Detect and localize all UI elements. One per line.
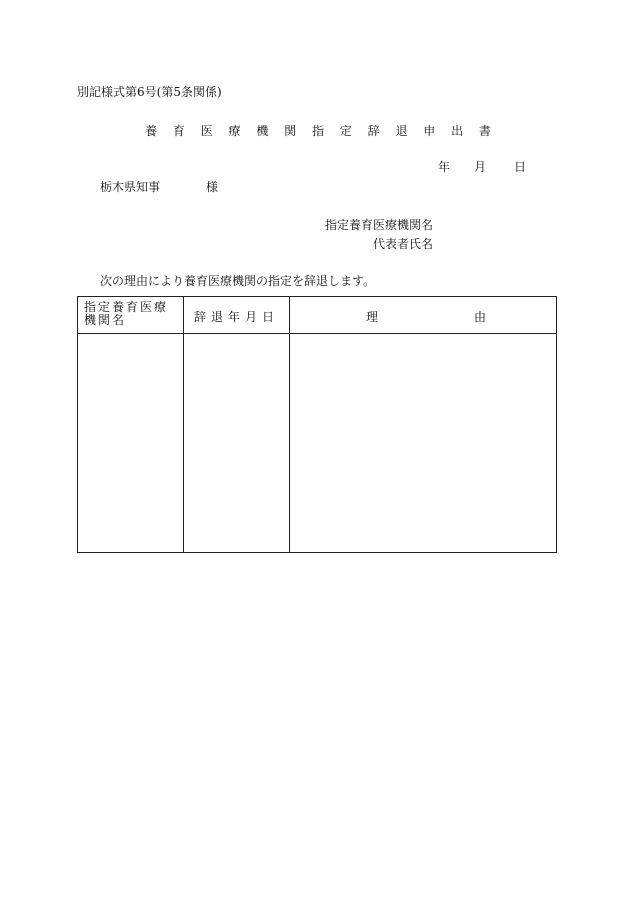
table-header-row xyxy=(78,297,557,334)
addressee xyxy=(100,180,218,194)
addressee-honorific: 様 xyxy=(206,180,219,194)
header-reason xyxy=(290,297,557,334)
cell-institution[interactable] xyxy=(78,334,184,553)
document-title: 養 育 医 療 機 関 指 定 辞 退 申 出 書 xyxy=(145,124,497,138)
institution-name-label: 指定養育医療機関名 xyxy=(325,218,434,232)
date-line xyxy=(438,160,526,174)
date-year-label: 年 xyxy=(437,160,450,174)
header-withdrawal-date: 辞退年月日 xyxy=(184,297,290,334)
cell-reason[interactable] xyxy=(290,334,557,553)
form-number: 別記様式第6号(第5条関係) xyxy=(77,85,222,99)
cell-withdrawal-date[interactable] xyxy=(184,334,290,553)
withdrawal-table xyxy=(77,296,557,553)
statement-text: 次の理由により養育医療機関の指定を辞退します。 xyxy=(100,274,376,288)
table-row xyxy=(78,334,557,553)
header-institution: 指定養育医療機関名 xyxy=(78,297,184,334)
date-month-label: 月 xyxy=(473,160,486,174)
header-reason-left: 理 xyxy=(366,310,379,324)
addressee-name: 栃木県知事 xyxy=(100,180,161,194)
header-reason-right: 由 xyxy=(473,310,486,324)
date-day-label: 日 xyxy=(513,160,526,174)
representative-name-label: 代表者氏名 xyxy=(373,237,434,251)
